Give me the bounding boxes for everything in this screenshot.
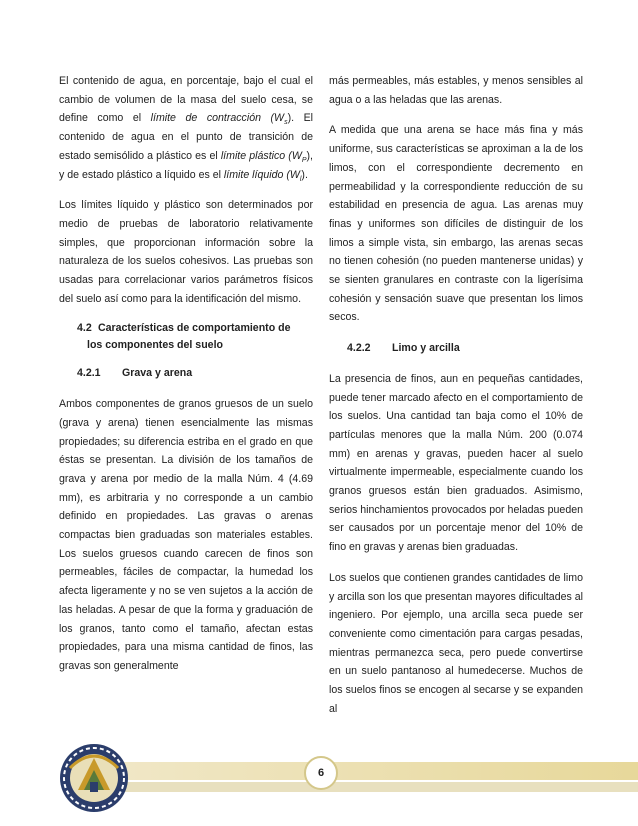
section-heading-4-2-2: 4.2.2 Limo y arcilla [347,342,460,355]
paragraph-gravel-sand: Ambos componentes de granos gruesos de un suelo (grava y arena) tienen esencialmente las mismas propiedades; su diferencia estriba en el grado en que éstas se presentan. La división de los tamaños de grava y arena por medio de la malla Núm. 4 (4.69 mm), es arbitraria y no corresponde a un cambio definido en propiedades. Las gravas o arenas compactas bien graduadas son materiales estables. Los suelos gruesos cuando carecen de finos son permeables, fáciles de compactar, la humedad los afecta ligeramente y no se ven sujetos a la acción de las heladas. A pesar de que la forma y graduación de los granos, tanto como el tamaño, afectan estas propiedades, para una misma cantidad de finos, las gravas son generalmente [59,398,313,672]
section-heading-4-2: 4.2 Características de comportamiento de los componentes del suelo [77,322,291,352]
paragraph-gravel-continuation: más permeables, más estables, y menos sensibles al agua o a las heladas que las arenas. [329,75,583,106]
right-column [329,72,583,731]
page-number: 6 [304,756,338,790]
left-column [59,72,313,688]
engineering-emblem-icon [56,738,132,814]
section-heading-4-2-1: 4.2.1 Grava y arena [77,367,193,380]
footer-band-lower [120,782,638,792]
paragraph-fine-sand: A medida que una arena se hace más fina y más uniforme, sus características se aproximan a la de los limos, con el correspondiente decremento en permeabilidad y la correspondiente reducción de su estabilidad en presencia de agua. Las arenas muy finas y uniformes son difíciles de distinguir de los limos a simple vista, sin embargo, las arenas secas no tienen cohesión (no pueden mantenerse unidas) y se sienten granulares en contraste con la ligerísima cohesión y sensación suave que presentan los limos secos. [329,124,583,324]
footer-band [120,762,638,780]
paragraph-fines-presence: La presencia de finos, aun en pequeñas cantidades, puede tener marcado afecto en el comportamiento de los suelos. Una cantidad tan baja como el 10% de partículas menores que la malla Núm. 200 (0.074 mm) en arenas y gravas, pueden hacer al suelo virtualmente impermeable, especialmente cuando los granos gruesos están bien graduados. Asimismo, serios hinchamientos provocados por heladas pueden ser causados por un porcentaje menor del 10% de fino en gravas y arenas bien graduadas. [329,372,583,554]
paragraph-limits-definition: El contenido de agua, en porcentaje, bajo el cual el cambio de volumen de la masa del suelo cesa, se define como el límite de contracción $(W_s)$. El contenido de agua en el punto de transición de estado semisólido a plástico es el límite plástico $(W_P)$, y de estado plástico a líquido es el límite líquido $(W_l)$. [59,75,313,183]
paragraph-liquid-plastic-limits: Los límites líquido y plástico son determinados por medio de pruebas de laboratorio relativamente simples, que proporcionan información sobre la naturaleza de los suelos cohesivos. Las pruebas son usadas para correlacionar varios parámetros físicos del suelo así como para la identificación del mismo. [59,199,313,305]
paragraph-silt-clay: Los suelos que contienen grandes cantidades de limo y arcilla son los que presentan mayores dificultades al ingeniero. Por ejemplo, una arcilla seca puede ser conveniente como cimentación para cargas pesadas, mientras permanezca seca, pero puede convertirse en un suelo pantanoso al humedecerse. Muchos de los suelos finos se encogen al secarse y se expanden al [329,571,583,715]
